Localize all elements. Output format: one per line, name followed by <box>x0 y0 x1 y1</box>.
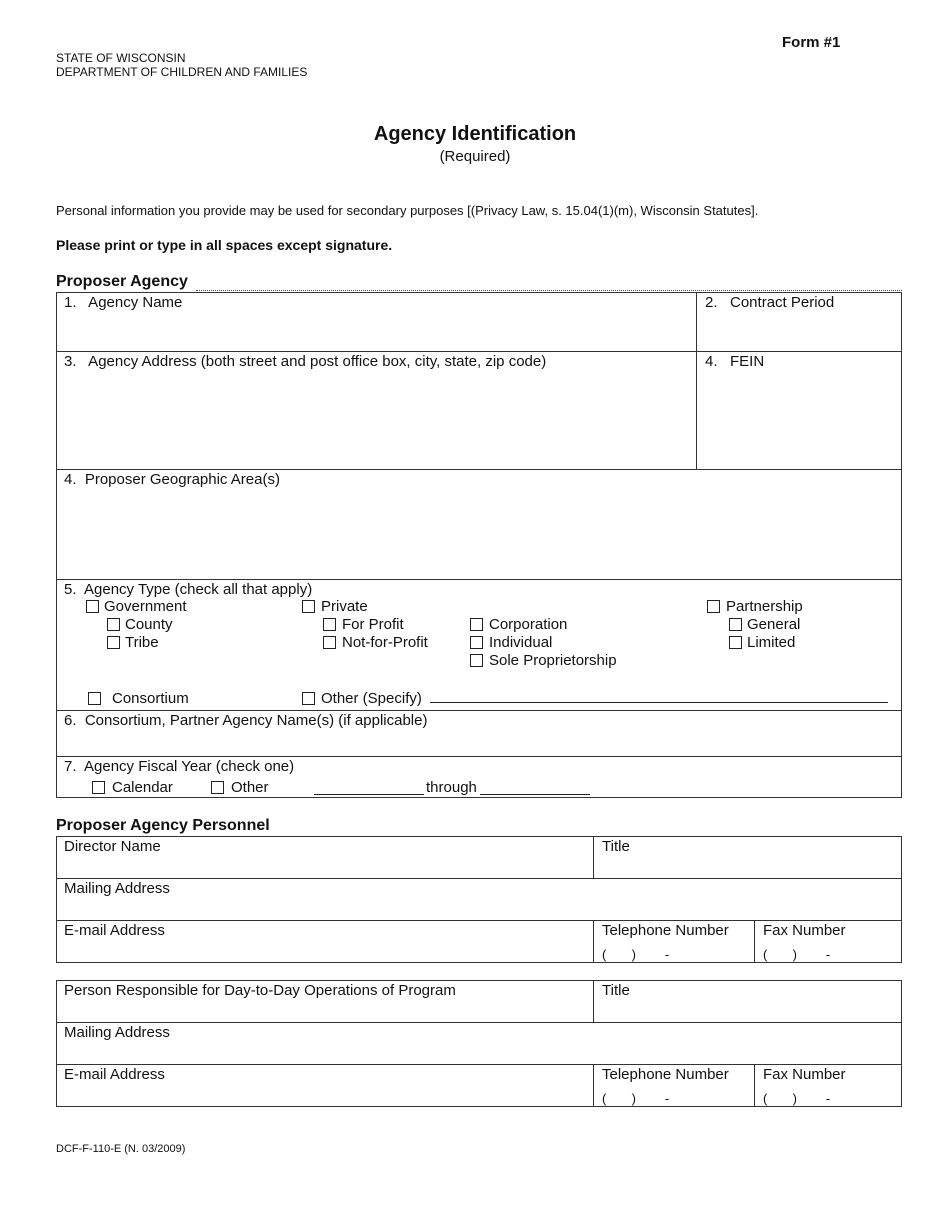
director-fax-field[interactable]: Fax Number <box>763 922 846 939</box>
column-divider <box>696 292 697 470</box>
director-telephone-field[interactable]: Telephone Number <box>602 922 729 939</box>
county-checkbox[interactable] <box>107 618 120 631</box>
personnel-heading: Proposer Agency Personnel <box>56 817 270 834</box>
fiscal-start-line[interactable] <box>314 794 424 795</box>
row-divider <box>56 351 902 352</box>
responsible-fax-format: ( ) - <box>763 1091 831 1106</box>
calendar-label: Calendar <box>112 779 173 796</box>
private-label: Private <box>321 598 368 615</box>
general-label: General <box>747 616 801 633</box>
corporation-checkbox[interactable] <box>470 618 483 631</box>
fiscal-end-line[interactable] <box>480 794 590 795</box>
state-name: STATE OF WISCONSIN <box>56 51 186 65</box>
for-profit-label: For Profit <box>342 616 404 633</box>
row-divider <box>56 920 902 921</box>
column-divider <box>593 836 594 878</box>
form-number: Form #1 <box>782 34 841 51</box>
heading-rule <box>196 290 902 291</box>
sole-proprietorship-label: Sole Proprietorship <box>489 652 617 669</box>
limited-label: Limited <box>747 634 796 651</box>
department-name: DEPARTMENT OF CHILDREN AND FAMILIES <box>56 65 308 79</box>
other-specify-checkbox[interactable] <box>302 692 315 705</box>
consortium-label: Consortium <box>112 690 189 707</box>
individual-label: Individual <box>489 634 553 651</box>
page-subtitle: (Required) <box>439 148 511 165</box>
row-divider <box>56 756 902 757</box>
county-label: County <box>125 616 173 633</box>
director-table <box>56 836 902 963</box>
responsible-title-field[interactable]: Title <box>602 982 630 999</box>
government-label: Government <box>104 598 187 615</box>
responsible-telephone-field[interactable]: Telephone Number <box>602 1066 729 1083</box>
individual-checkbox[interactable] <box>470 636 483 649</box>
director-mailing-address-field[interactable]: Mailing Address <box>64 880 170 897</box>
column-divider <box>754 1064 755 1107</box>
instructions: Please print or type in all spaces except signature. <box>56 237 393 253</box>
tribe-checkbox[interactable] <box>107 636 120 649</box>
row-divider <box>56 878 902 879</box>
director-title-field[interactable]: Title <box>602 838 630 855</box>
column-divider <box>593 920 594 963</box>
column-divider <box>593 980 594 1022</box>
sole-proprietorship-checkbox[interactable] <box>470 654 483 667</box>
consortium-checkbox[interactable] <box>88 692 101 705</box>
director-telephone-format: ( ) - <box>602 947 670 962</box>
not-for-profit-checkbox[interactable] <box>323 636 336 649</box>
row-divider <box>56 579 902 580</box>
other-specify-label: Other (Specify) <box>321 690 422 707</box>
calendar-checkbox[interactable] <box>92 781 105 794</box>
privacy-notice: Personal information you provide may be used for secondary purposes [(Privacy Law, s. 15.04(1)(m), Wisconsin Statutes]. <box>56 203 759 218</box>
other-specify-line[interactable] <box>430 702 888 703</box>
row-divider <box>56 710 902 711</box>
row-divider <box>56 1022 902 1023</box>
responsible-person-field[interactable]: Person Responsible for Day-to-Day Operations of Program <box>64 982 456 999</box>
other-fiscal-label: Other <box>231 779 269 796</box>
private-checkbox[interactable] <box>302 600 315 613</box>
responsible-person-table <box>56 980 902 1107</box>
not-for-profit-label: Not-for-Profit <box>342 634 428 651</box>
government-checkbox[interactable] <box>86 600 99 613</box>
agency-header <box>56 51 307 79</box>
for-profit-checkbox[interactable] <box>323 618 336 631</box>
fein-field[interactable]: 4. FEIN <box>705 353 765 370</box>
director-name-field[interactable]: Director Name <box>64 838 161 855</box>
agency-address-field[interactable]: 3. Agency Address (both street and post office box, city, state, zip code) <box>64 353 547 370</box>
column-divider <box>593 1064 594 1107</box>
form-footer-id: DCF-F-110-E (N. 03/2009) <box>56 1143 186 1155</box>
director-email-field[interactable]: E-mail Address <box>64 922 165 939</box>
agency-name-field[interactable]: 1. Agency Name <box>64 294 183 311</box>
corporation-label: Corporation <box>489 616 568 633</box>
director-fax-format: ( ) - <box>763 947 831 962</box>
through-label: through <box>426 779 477 796</box>
tribe-label: Tribe <box>125 634 159 651</box>
geographic-area-field[interactable]: 4. Proposer Geographic Area(s) <box>64 471 280 488</box>
responsible-fax-field[interactable]: Fax Number <box>763 1066 846 1083</box>
contract-period-field[interactable]: 2. Contract Period <box>705 294 835 311</box>
row-divider <box>56 469 902 470</box>
other-fiscal-checkbox[interactable] <box>211 781 224 794</box>
column-divider <box>754 920 755 963</box>
partnership-checkbox[interactable] <box>707 600 720 613</box>
responsible-email-field[interactable]: E-mail Address <box>64 1066 165 1083</box>
proposer-agency-heading: Proposer Agency <box>56 273 188 290</box>
row-divider <box>56 1064 902 1065</box>
fiscal-year-label: 7. Agency Fiscal Year (check one) <box>64 758 295 775</box>
agency-type-label: 5. Agency Type (check all that apply) <box>64 581 313 598</box>
responsible-telephone-format: ( ) - <box>602 1091 670 1106</box>
limited-checkbox[interactable] <box>729 636 742 649</box>
responsible-mailing-address-field[interactable]: Mailing Address <box>64 1024 170 1041</box>
general-checkbox[interactable] <box>729 618 742 631</box>
consortium-names-field[interactable]: 6. Consortium, Partner Agency Name(s) (if applicable) <box>64 712 428 729</box>
page-title: Agency Identification <box>373 123 577 145</box>
partnership-label: Partnership <box>726 598 803 615</box>
